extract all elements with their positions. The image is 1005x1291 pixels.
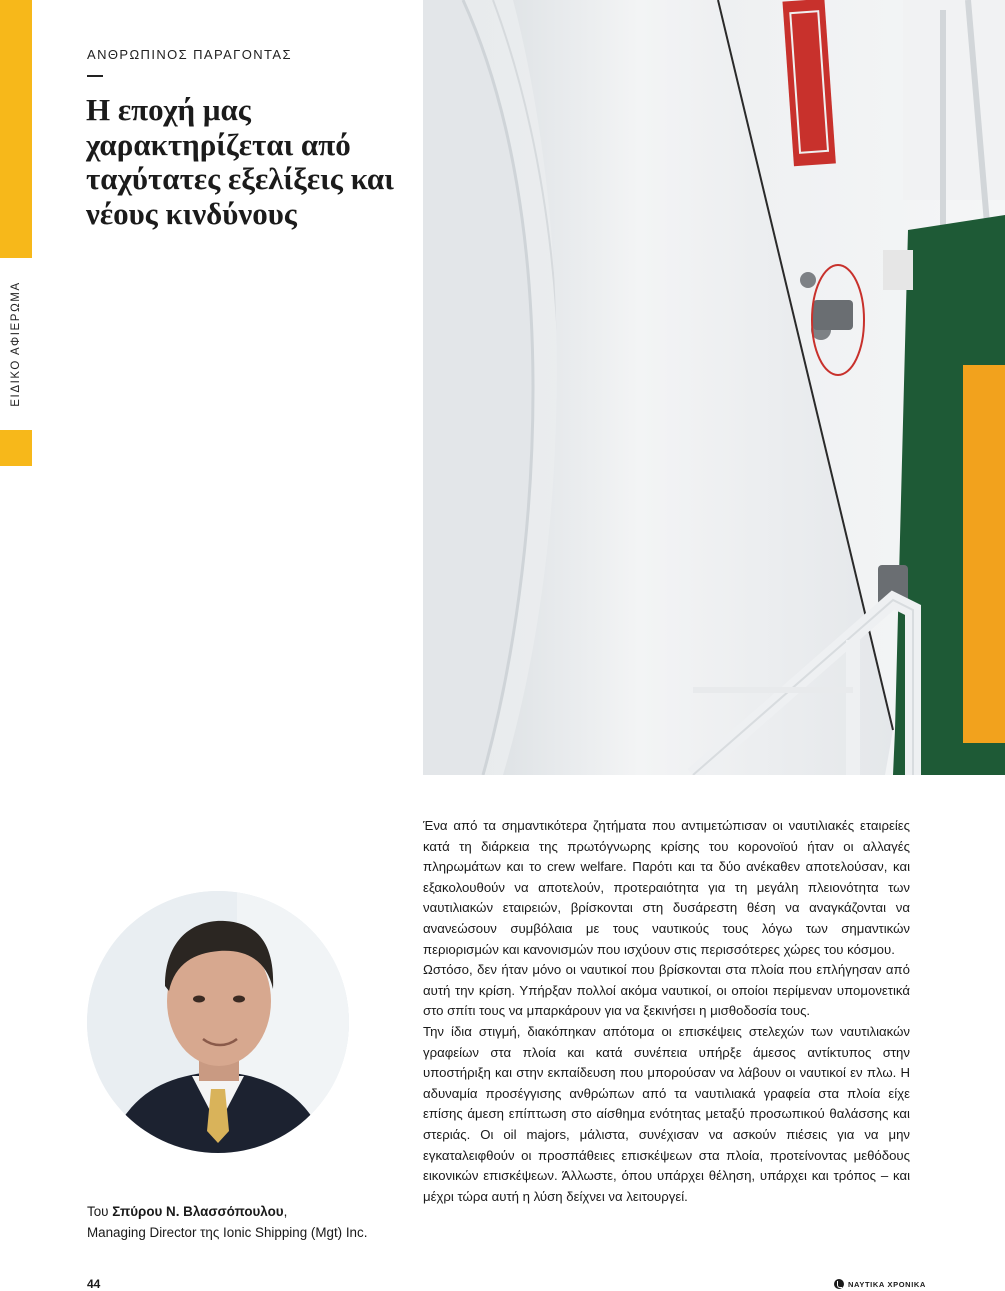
byline-suffix: , xyxy=(283,1204,288,1219)
brand-footer xyxy=(834,1279,926,1289)
article-headline: Η εποχή μας χαρακτηρίζεται από ταχύτατες εξελίξεις και νέους κινδύνους xyxy=(86,92,394,231)
accent-bar-bottom xyxy=(0,430,32,466)
byline-prefix: Του xyxy=(87,1204,113,1219)
author-portrait xyxy=(87,891,349,1153)
page-number: 44 xyxy=(87,1277,101,1291)
author-role: Managing Director της Ionic Shipping (Mgt) Inc. xyxy=(87,1225,368,1240)
section-dash xyxy=(87,75,103,77)
ship-deck-photo xyxy=(423,0,1005,775)
byline-author-line xyxy=(87,1201,367,1222)
body-paragraph: Την ίδια στιγμή, διακόπηκαν απότομα οι επισκέψεις στελεχών των ναυτιλιακών γραφείων στα πλοία και κατά συνέπεια υπήρξε άμεσος αντίκτυπος στην υποστήριξη και στην εκπαίδευση που μπορούσαν να λάβουν οι ναυτικοί εν πλω. Η αδυναμία προσέγγισης ανθρώπων από τα ναυτιλιακά γραφεία στα πλοία είχε επίσης άμεση επίπτωση στο αίσθημα ενότητας μεταξύ προσωπικού θαλάσσης και στεριάς. Οι oil majors, μάλιστα, συνέχισαν να ασκούν πιέσεις για να μην εγκαταλειφθούν οι προσπάθειες επισκέψεων στα πλοία, προτείνοντας μεθόδους εικονικών επισκέψεων. Άλλωστε, όπου υπάρχει θέληση, υπάρχει και τρόπος – και μέχρι τώρα αυτή η λύση δείχνει να λειτουργεί. xyxy=(423,1023,910,1204)
body-paragraph: Ωστόσο, δεν ήταν μόνο οι ναυτικοί που βρίσκονται στα πλοία που επλήγησαν από αυτή την κρίση. Υπήρξαν πολλοί ακόμα ναυτικοί, οι οποίοι περίμεναν υπομονετικά στο σπίτι τους να μπαρκάρουν για να ξεκινήσει η μισθοδοσία τους. xyxy=(423,962,910,1019)
byline xyxy=(87,1201,367,1243)
author-name: Σπύρου Ν. Βλασσόπουλου xyxy=(112,1204,284,1219)
brand-logo-icon xyxy=(834,1279,844,1289)
brand-name: ΝΑΥΤΙΚΑ ΧΡΟΝΙΚΑ xyxy=(848,1279,926,1289)
special-feature-label: ΕΙΔΙΚΟ ΑΦΙΕΡΩΜΑ xyxy=(10,281,22,407)
section-label: ΑΝΘΡΩΠΙΝΟΣ ΠΑΡΑΓΟΝΤΑΣ xyxy=(87,47,292,62)
accent-bar-top xyxy=(0,0,32,258)
article-body xyxy=(423,816,910,1207)
body-paragraph: Ένα από τα σημαντικότερα ζητήματα που αντιμετώπισαν οι ναυτιλιακές εταιρείες κατά τη διάρκεια της πρωτόγνωρης κρίσης του κορονοϊού ήταν οι αλλαγές πληρωμάτων και το crew welfare. Παρότι και τα δύο ανέκαθεν αποτελούσαν, και εξακολουθούν να αποτελούν, προτεραιότητα για τη μεγάλη πλειονότητα των ναυτιλιακών εταιρειών, βρίσκονται στη δυσάρεστη θέση να αναγκάζονται να ανανεώσουν συμβόλαια με τους ναυτικούς τους λόγω των σημαντικών περιορισμών και κανονισμών που ισχύουν στις περισσότερες χώρες του κόσμου. xyxy=(423,818,910,957)
